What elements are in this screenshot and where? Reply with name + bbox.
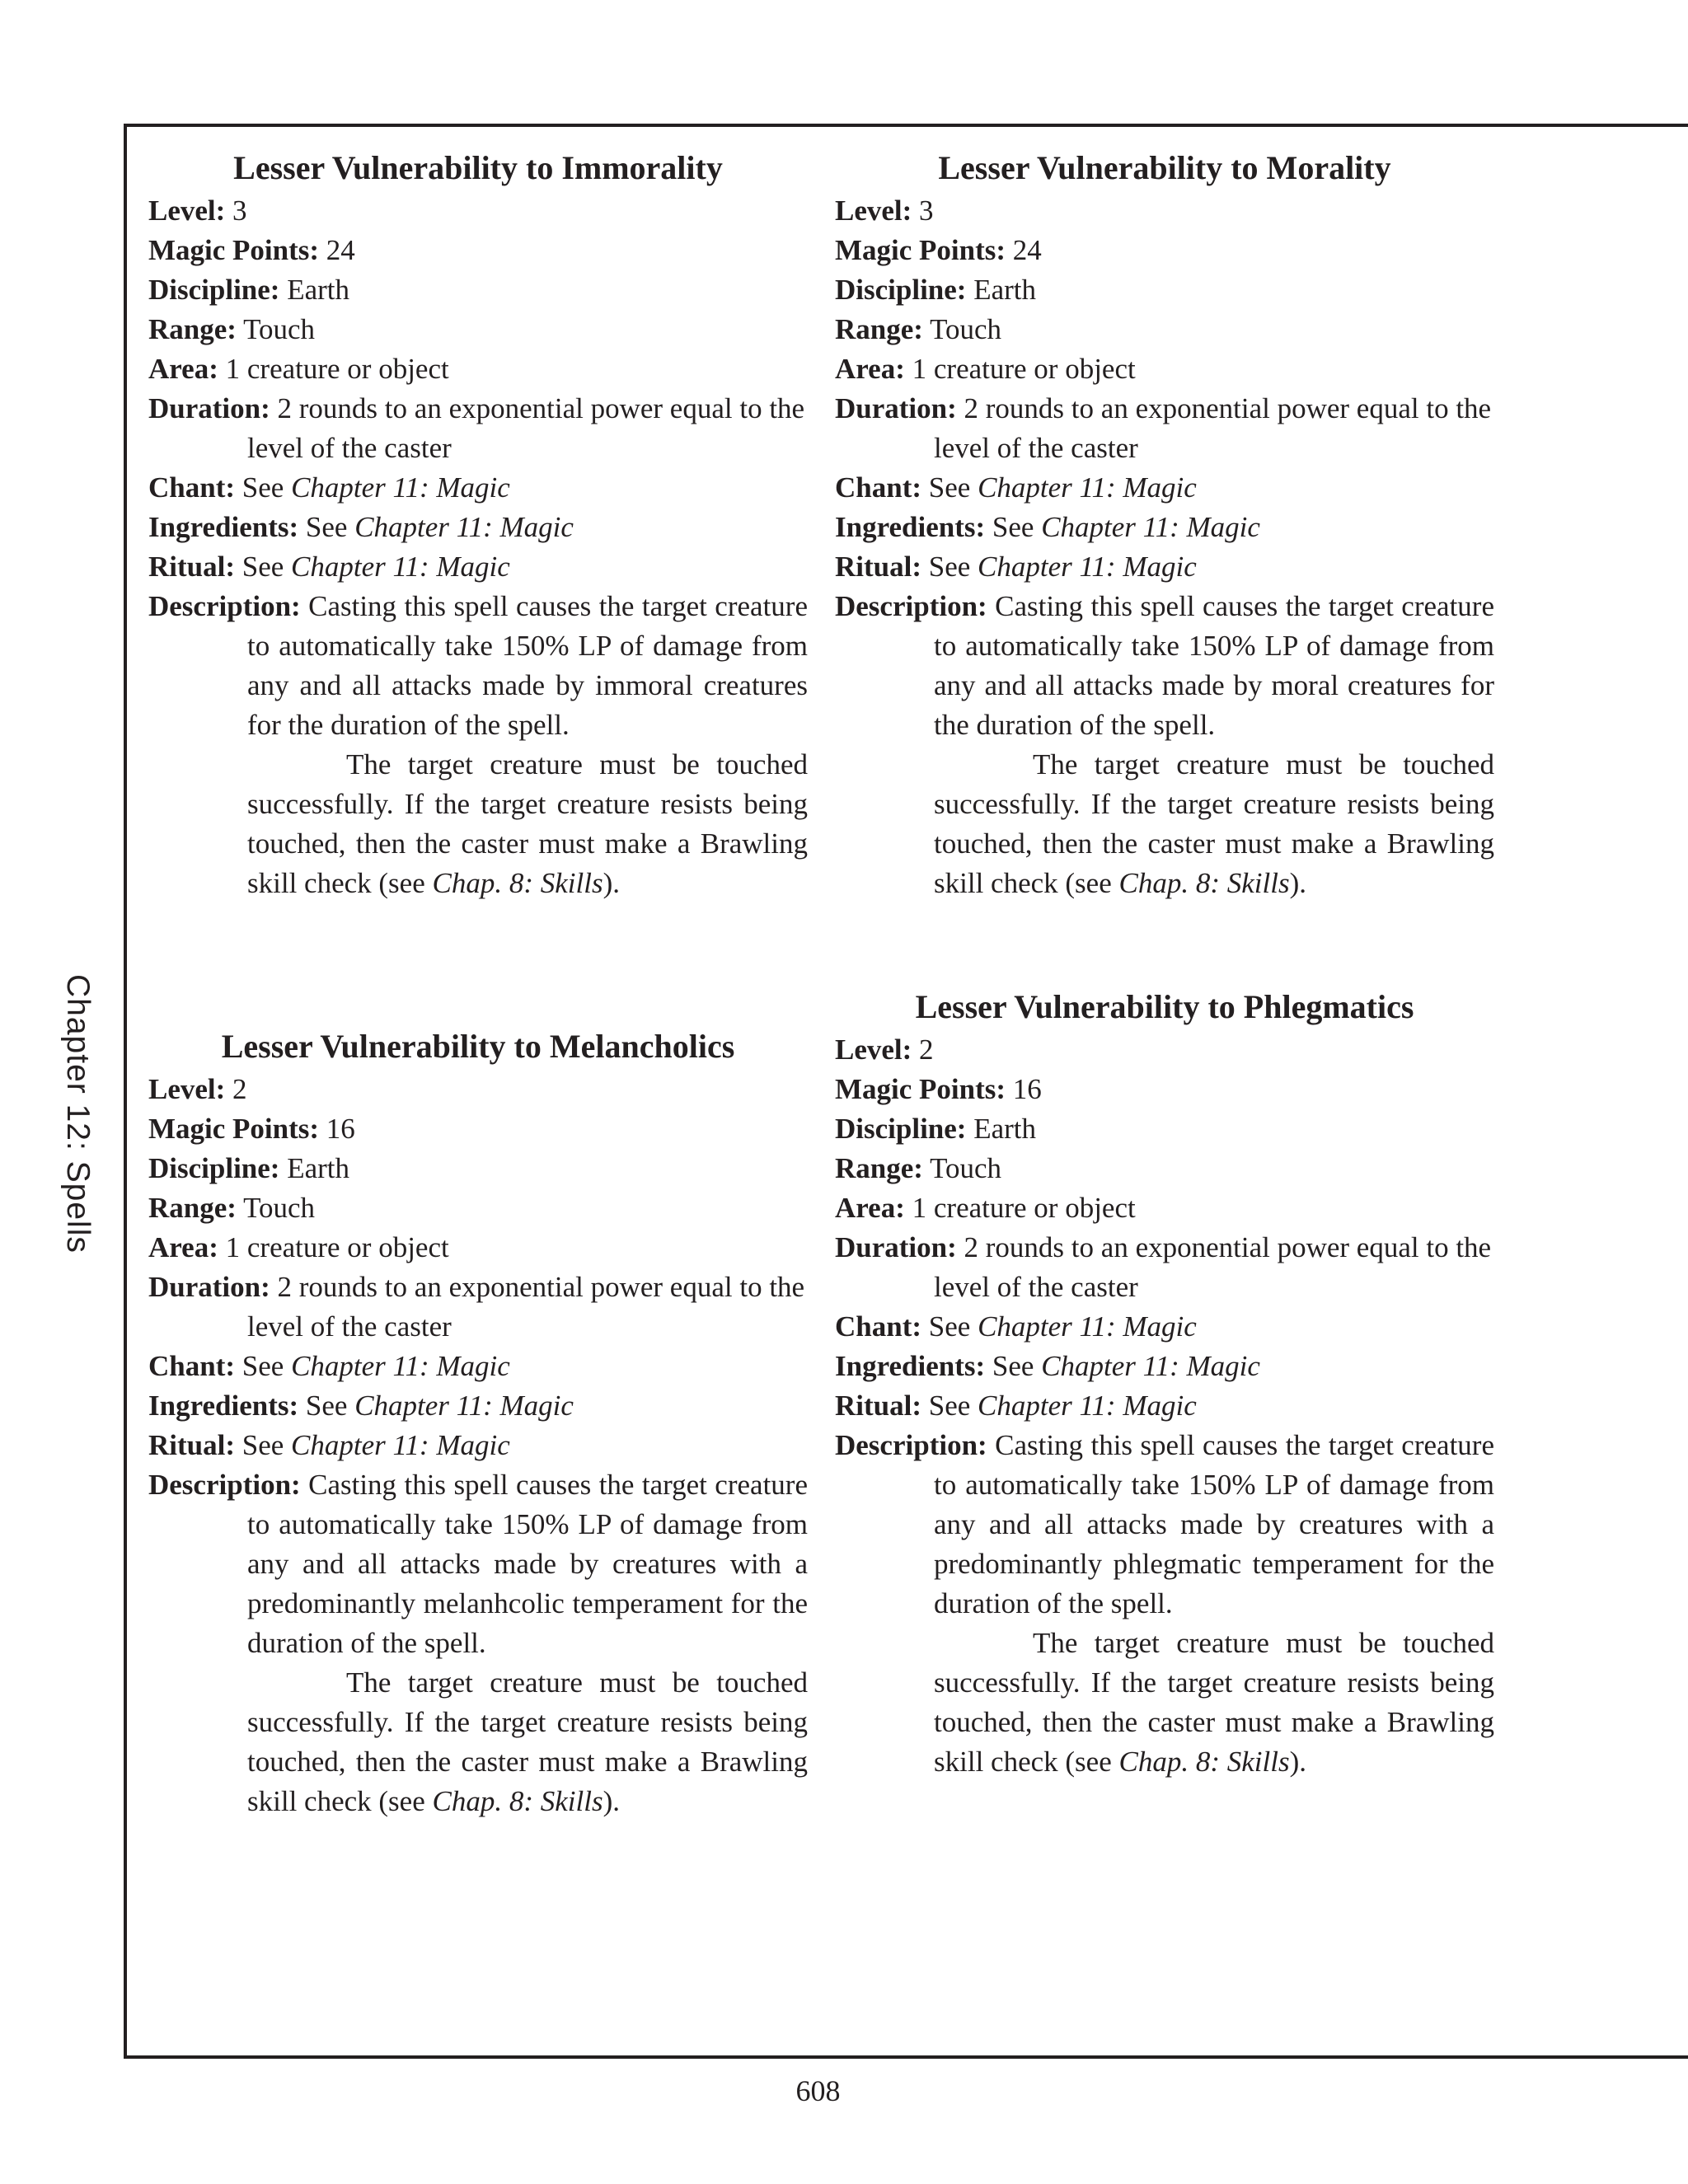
spell-touch-note <box>835 745 1494 903</box>
spell-field-magic-points <box>835 1070 1494 1109</box>
field-label: Discipline: <box>835 1113 967 1145</box>
field-label: Ritual: <box>835 1390 921 1422</box>
spell-description <box>148 1465 808 1663</box>
field-value: 1 creature or object <box>225 1231 449 1263</box>
field-label: Ritual: <box>835 551 921 583</box>
touch-note-end: ). <box>603 867 620 899</box>
spell-field-level <box>148 191 808 231</box>
spell-field-area <box>835 1188 1494 1228</box>
field-value: Earth <box>287 274 349 306</box>
field-value: See <box>928 1310 971 1343</box>
spell-description <box>835 587 1494 745</box>
spell-description <box>148 587 808 745</box>
field-value: 2 rounds to an exponential power equal to the level of the caster <box>247 392 805 464</box>
spell-touch-note <box>148 1663 808 1821</box>
field-value: 2 <box>232 1073 247 1105</box>
field-value: 1 creature or object <box>225 353 449 385</box>
spell-field-ingredients <box>148 1386 808 1426</box>
field-value: 24 <box>1012 234 1042 266</box>
field-label: Ingredients: <box>835 511 986 543</box>
chapter-reference: Chapter 11: Magic <box>978 1310 1197 1343</box>
spell-field-chant <box>148 1347 808 1386</box>
spell-entry <box>835 986 1494 1782</box>
spell-field-discipline <box>835 270 1494 310</box>
field-value: 16 <box>1012 1073 1042 1105</box>
spell-entry <box>148 1025 808 1821</box>
field-value: See <box>305 511 348 543</box>
field-label: Chant: <box>148 471 236 504</box>
spell-field-magic-points <box>148 231 808 270</box>
field-value: Touch <box>243 313 316 345</box>
field-label: Chant: <box>835 1310 922 1343</box>
spell-field-duration <box>835 389 1494 468</box>
spell-entry <box>835 147 1494 903</box>
spell-field-discipline <box>835 1109 1494 1149</box>
spell-field-chant <box>148 468 808 508</box>
field-label: Description: <box>835 1429 987 1461</box>
field-value: See <box>928 471 971 504</box>
field-value: See <box>928 551 971 583</box>
field-label: Description: <box>148 590 301 622</box>
field-value: See <box>992 1350 1034 1382</box>
chapter-reference: Chapter 11: Magic <box>978 551 1197 583</box>
field-label: Duration: <box>148 392 270 424</box>
field-label: Chant: <box>148 1350 236 1382</box>
description-text: Casting this spell causes the target creature to automatically take 150% LP of damage from any and all attacks made by moral creatures for the duration of the spell. <box>934 590 1494 741</box>
field-value: Earth <box>973 1113 1036 1145</box>
field-label: Duration: <box>148 1271 270 1303</box>
field-label: Duration: <box>835 392 957 424</box>
field-value: 24 <box>326 234 355 266</box>
spell-entry <box>148 147 808 903</box>
chapter-reference: Chapter 11: Magic <box>978 1390 1197 1422</box>
field-label: Description: <box>148 1469 301 1501</box>
chapter-reference: Chap. 8: Skills <box>1118 1746 1290 1778</box>
spell-field-range <box>148 1188 808 1228</box>
field-label: Duration: <box>835 1231 957 1263</box>
spell-title: Lesser Vulnerability to Phlegmatics <box>915 988 1414 1025</box>
field-value: See <box>241 1350 284 1382</box>
field-label: Magic Points: <box>148 1113 320 1145</box>
spell-field-level <box>148 1070 808 1109</box>
chapter-reference: Chap. 8: Skills <box>432 867 603 899</box>
page-number: 608 <box>795 2074 841 2107</box>
field-label: Range: <box>148 313 237 345</box>
field-value: See <box>241 1429 284 1461</box>
spell-touch-note <box>148 745 808 903</box>
spell-field-chant <box>835 468 1494 508</box>
field-label: Ingredients: <box>148 1390 299 1422</box>
spell-field-level <box>835 1030 1494 1070</box>
spell-field-range <box>835 310 1494 349</box>
spell-field-ritual <box>148 547 808 587</box>
field-value: See <box>241 551 284 583</box>
field-value: 2 rounds to an exponential power equal to the level of the caster <box>247 1271 805 1343</box>
field-label: Magic Points: <box>148 234 320 266</box>
chapter-reference: Chapter 11: Magic <box>354 511 574 543</box>
spell-field-duration <box>835 1228 1494 1307</box>
touch-note-text: The target creature must be touched successfully. If the target creature resists being touched, then the caster must make a Brawling skill check (see <box>247 748 808 899</box>
spell-field-discipline <box>148 1149 808 1188</box>
field-label: Discipline: <box>148 1152 280 1184</box>
spell-field-ritual <box>835 1386 1494 1426</box>
field-value: 3 <box>919 194 934 227</box>
description-text: Casting this spell causes the target creature to automatically take 150% LP of damage from any and all attacks made by immoral creatures for the duration of the spell. <box>247 590 808 741</box>
chapter-reference: Chapter 11: Magic <box>291 1350 510 1382</box>
field-value: 16 <box>326 1113 355 1145</box>
spell-touch-note <box>835 1624 1494 1782</box>
touch-note-end: ). <box>1289 1746 1306 1778</box>
chapter-reference: Chapter 11: Magic <box>291 551 510 583</box>
field-value: Touch <box>930 313 1002 345</box>
spell-title: Lesser Vulnerability to Immorality <box>233 149 723 186</box>
field-value: 2 rounds to an exponential power equal to the level of the caster <box>934 1231 1492 1303</box>
chapter-reference: Chap. 8: Skills <box>1118 867 1290 899</box>
chapter-reference: Chapter 11: Magic <box>978 471 1197 504</box>
spell-field-chant <box>835 1307 1494 1347</box>
chapter-reference: Chapter 11: Magic <box>291 471 510 504</box>
field-label: Ingredients: <box>148 511 299 543</box>
field-value: See <box>241 471 284 504</box>
field-label: Area: <box>148 1231 218 1263</box>
touch-note-end: ). <box>1289 867 1306 899</box>
chapter-reference: Chapter 11: Magic <box>291 1429 510 1461</box>
spell-field-ingredients <box>835 1347 1494 1386</box>
field-value: See <box>305 1390 348 1422</box>
chapter-reference: Chapter 11: Magic <box>354 1390 574 1422</box>
field-value: 1 creature or object <box>912 1192 1136 1224</box>
spell-field-magic-points <box>835 231 1494 270</box>
field-label: Discipline: <box>148 274 280 306</box>
touch-note-end: ). <box>603 1785 620 1817</box>
spell-field-duration <box>148 1268 808 1347</box>
field-label: Ingredients: <box>835 1350 986 1382</box>
chapter-tab: Chapter 12: Spells <box>60 974 96 1254</box>
spell-field-range <box>835 1149 1494 1188</box>
spell-field-area <box>835 349 1494 389</box>
field-value: Earth <box>973 274 1036 306</box>
field-label: Magic Points: <box>835 234 1006 266</box>
touch-note-text: The target creature must be touched successfully. If the target creature resists being touched, then the caster must make a Brawling skill check (see <box>934 748 1494 899</box>
field-label: Chant: <box>835 471 922 504</box>
field-value: Earth <box>287 1152 349 1184</box>
field-label: Ritual: <box>148 551 235 583</box>
chapter-reference: Chapter 11: Magic <box>1041 511 1260 543</box>
description-text: Casting this spell causes the target creature to automatically take 150% LP of damage from any and all attacks made by creatures with a predominantly melanhcolic temperament for the duration of the spell. <box>247 1469 808 1659</box>
spell-field-level <box>835 191 1494 231</box>
touch-note-text: The target creature must be touched successfully. If the target creature resists being touched, then the caster must make a Brawling skill check (see <box>247 1666 808 1817</box>
spell-description <box>835 1426 1494 1624</box>
field-label: Description: <box>835 590 987 622</box>
field-value: Touch <box>930 1152 1002 1184</box>
spell-field-area <box>148 1228 808 1268</box>
spell-field-duration <box>148 389 808 468</box>
field-label: Ritual: <box>148 1429 235 1461</box>
spell-field-area <box>148 349 808 389</box>
spell-title: Lesser Vulnerability to Morality <box>938 149 1391 186</box>
field-label: Level: <box>148 194 226 227</box>
spell-field-ingredients <box>148 508 808 547</box>
field-value: 2 <box>919 1033 934 1066</box>
spell-field-magic-points <box>148 1109 808 1149</box>
field-label: Range: <box>148 1192 237 1224</box>
touch-note-text: The target creature must be touched successfully. If the target creature resists being touched, then the caster must make a Brawling skill check (see <box>934 1627 1494 1778</box>
spell-title: Lesser Vulnerability to Melancholics <box>221 1028 735 1065</box>
description-text: Casting this spell causes the target creature to automatically take 150% LP of damage from any and all attacks made by creatures with a predominantly phlegmatic temperament for the duration of the spell. <box>934 1429 1494 1619</box>
field-label: Level: <box>835 1033 912 1066</box>
field-value: 2 rounds to an exponential power equal to the level of the caster <box>934 392 1492 464</box>
field-label: Range: <box>835 1152 923 1184</box>
spell-field-ritual <box>148 1426 808 1465</box>
field-value: 1 creature or object <box>912 353 1136 385</box>
field-label: Range: <box>835 313 923 345</box>
field-value: Touch <box>243 1192 316 1224</box>
spell-field-ritual <box>835 547 1494 587</box>
chapter-reference: Chapter 11: Magic <box>1041 1350 1260 1382</box>
field-value: See <box>992 511 1034 543</box>
chapter-reference: Chap. 8: Skills <box>432 1785 603 1817</box>
field-value: See <box>928 1390 971 1422</box>
field-label: Level: <box>148 1073 226 1105</box>
field-label: Level: <box>835 194 912 227</box>
spell-field-ingredients <box>835 508 1494 547</box>
field-label: Area: <box>148 353 218 385</box>
field-value: 3 <box>232 194 247 227</box>
field-label: Area: <box>835 1192 905 1224</box>
field-label: Area: <box>835 353 905 385</box>
field-label: Discipline: <box>835 274 967 306</box>
spell-field-range <box>148 310 808 349</box>
field-label: Magic Points: <box>835 1073 1006 1105</box>
spell-field-discipline <box>148 270 808 310</box>
